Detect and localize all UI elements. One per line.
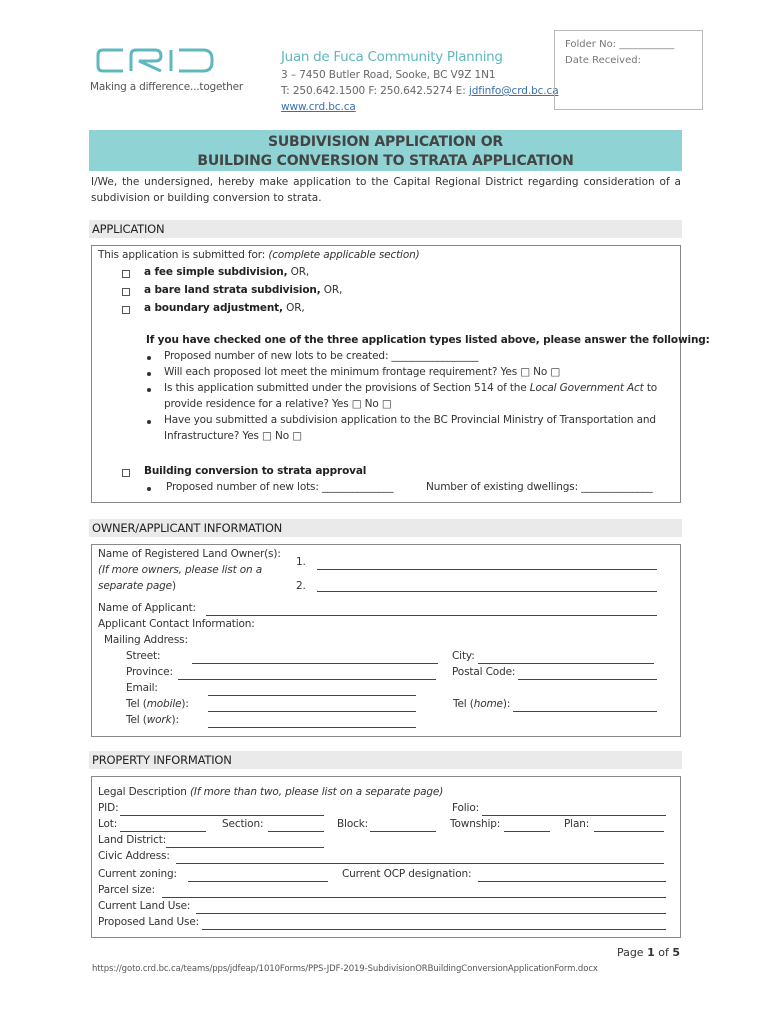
bullet — [147, 388, 151, 392]
followup-heading: If you have checked one of the three application types listed above, please answer the following: — [146, 334, 710, 346]
more-owners-note: (If more owners, please list on a — [98, 564, 262, 576]
tagline: Making a difference...together — [90, 81, 244, 93]
bullet — [147, 372, 151, 376]
proposed-use-field[interactable] — [202, 929, 666, 930]
mailing-label: Mailing Address: — [104, 634, 188, 646]
legal-description: Legal Description (If more than two, please list on a separate page) — [98, 786, 444, 798]
bullet — [147, 420, 151, 424]
bullet — [147, 356, 151, 360]
application-box — [91, 245, 710, 503]
page-number: Page 1 of 5 — [616, 946, 680, 959]
relative-residence: provide residence for a relative? Yes □ No □ — [164, 398, 392, 410]
ocp-field[interactable] — [478, 881, 666, 882]
website-line — [281, 101, 356, 113]
pid-label: PID: — [98, 802, 119, 814]
email-label: Email: — [126, 682, 158, 694]
more-owners-note-2: separate page) — [98, 580, 176, 592]
bullet — [147, 487, 151, 491]
owner-2-number: 2. — [296, 580, 306, 592]
date-received-label: Date Received: — [565, 55, 641, 66]
crd-logo — [95, 46, 217, 76]
ministry-question-2: Infrastructure? Yes □ No □ — [164, 430, 302, 442]
tel-home-label: Tel (home): — [453, 698, 511, 710]
section-514-question: Is this application submitted under the provisions of Section 514 of the Local Government Act to — [164, 382, 658, 394]
proposed-use-label: Proposed Land Use: — [98, 916, 200, 928]
folder-no-label: Folder No: ___________ — [565, 39, 675, 50]
owner-1-number: 1. — [296, 556, 306, 568]
province-field[interactable] — [178, 679, 436, 680]
pid-field[interactable] — [120, 815, 324, 816]
folio-field[interactable] — [482, 815, 666, 816]
strata-checkbox[interactable] — [122, 469, 130, 477]
email-field[interactable] — [208, 695, 416, 696]
option-boundary: a boundary adjustment, OR, — [144, 302, 305, 314]
owner-heading: OWNER/APPLICANT INFORMATION — [89, 519, 682, 537]
tel-work-label: Tel (work): — [126, 714, 179, 726]
section-label: Section: — [222, 818, 264, 830]
title-line-1: SUBDIVISION APPLICATION OR — [267, 134, 504, 150]
current-use-label: Current Land Use: — [98, 900, 191, 912]
option-bare-land: a bare land strata subdivision, OR, — [144, 284, 343, 296]
street-field[interactable] — [192, 663, 438, 664]
plan-field[interactable] — [594, 831, 664, 832]
owner-box — [91, 544, 681, 737]
postal-label: Postal Code: — [452, 666, 516, 678]
bare-land-checkbox[interactable] — [122, 288, 130, 296]
phone-line — [281, 85, 559, 97]
postal-field[interactable] — [518, 679, 657, 680]
applicant-name-field[interactable] — [206, 615, 657, 616]
email-link[interactable]: jdfinfo@crd.bc.ca — [468, 85, 559, 97]
registered-owner-label: Name of Registered Land Owner(s): — [98, 548, 281, 560]
office-use-box — [554, 30, 703, 110]
city-field[interactable] — [478, 663, 654, 664]
section-field[interactable] — [268, 831, 324, 832]
form-title — [89, 130, 682, 171]
submitted-for: This application is submitted for: (complete applicable section) — [98, 249, 420, 261]
lot-label: Lot: — [98, 818, 118, 830]
owner-1-field[interactable] — [317, 569, 657, 570]
property-box — [91, 776, 681, 938]
strata-dwellings: Number of existing dwellings: ______________ — [426, 481, 653, 493]
submitted-for-hint: (complete applicable section) — [268, 249, 420, 261]
proposed-lots: Proposed number of new lots to be created: _________________ — [164, 350, 479, 362]
website-link[interactable]: www.crd.bc.ca — [281, 101, 356, 113]
block-label: Block: — [337, 818, 369, 830]
block-field[interactable] — [370, 831, 436, 832]
lot-field[interactable] — [120, 831, 206, 832]
civic-label: Civic Address: — [98, 850, 170, 862]
plan-label: Plan: — [564, 818, 590, 830]
application-heading: APPLICATION — [89, 220, 682, 238]
frontage-question: Will each proposed lot meet the minimum frontage requirement? Yes □ No □ — [164, 366, 561, 378]
owner-2-field[interactable] — [317, 591, 657, 592]
parcel-field[interactable] — [162, 897, 666, 898]
tel-mobile-field[interactable] — [208, 711, 416, 712]
ocp-label: Current OCP designation: — [342, 868, 472, 880]
boundary-checkbox[interactable] — [122, 306, 130, 314]
land-district-field[interactable] — [166, 847, 324, 848]
zoning-label: Current zoning: — [98, 868, 177, 880]
parcel-label: Parcel size: — [98, 884, 155, 896]
city-label: City: — [452, 650, 475, 662]
strata-label: Building conversion to strata approval — [144, 465, 367, 477]
province-label: Province: — [126, 666, 173, 678]
township-field[interactable] — [504, 831, 550, 832]
applicant-name-label: Name of Applicant: — [98, 602, 196, 614]
intro-text: I/We, the undersigned, hereby make application to the Capital Regional District regarding consideration of a subdivision or building conversion to strata. — [91, 176, 681, 204]
zoning-field[interactable] — [188, 881, 328, 882]
org-name: Juan de Fuca Community Planning — [281, 49, 503, 65]
civic-field[interactable] — [176, 863, 664, 864]
tel-work-field[interactable] — [208, 727, 416, 728]
address: 3 – 7450 Butler Road, Sooke, BC V9Z 1N1 — [281, 69, 496, 81]
property-heading: PROPERTY INFORMATION — [89, 751, 682, 769]
tel-mobile-label: Tel (mobile): — [126, 698, 189, 710]
document-path: https://goto.crd.bc.ca/teams/pps/jdfeap/1010Forms/PPS-JDF-2019-SubdivisionORBuildingConversionApplicationForm.docx — [92, 964, 598, 974]
option-fee-simple: a fee simple subdivision, OR, — [144, 266, 310, 278]
tel-home-field[interactable] — [513, 711, 657, 712]
title-line-2: BUILDING CONVERSION TO STRATA APPLICATION — [197, 153, 574, 169]
folio-label: Folio: — [452, 802, 479, 814]
phone-text: T: 250.642.1500 F: 250.642.5274 E: — [281, 85, 469, 97]
contact-info-label: Applicant Contact Information: — [98, 618, 255, 630]
street-label: Street: — [126, 650, 161, 662]
land-district-label: Land District: — [98, 834, 167, 846]
fee-simple-checkbox[interactable] — [122, 270, 130, 278]
current-use-field[interactable] — [196, 913, 666, 914]
ministry-question: Have you submitted a subdivision application to the BC Provincial Ministry of Transportation and — [164, 414, 656, 426]
township-label: Township: — [450, 818, 501, 830]
strata-lots: Proposed number of new lots: ______________ — [166, 481, 394, 493]
